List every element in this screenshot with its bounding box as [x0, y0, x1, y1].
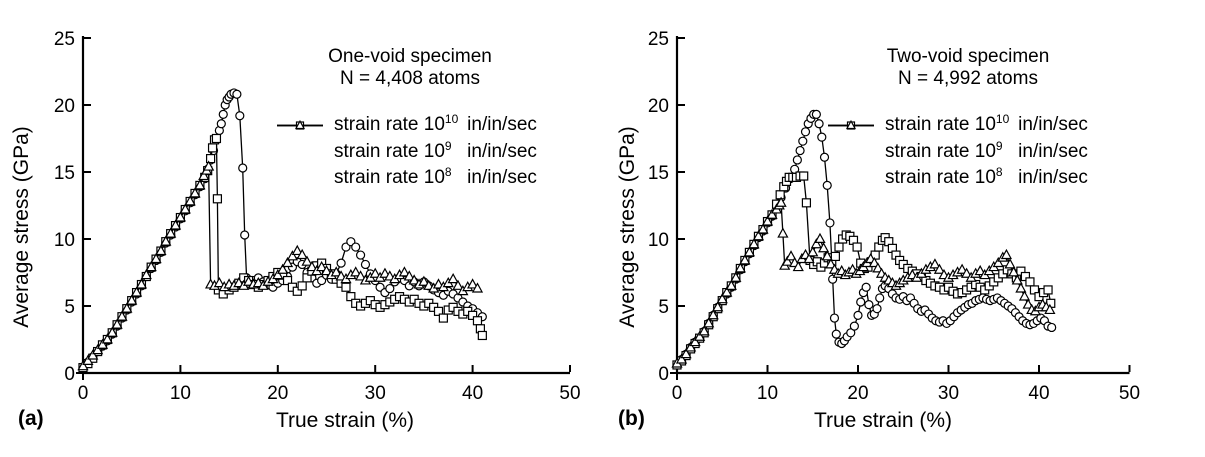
legend-label: strain rate 108 in/in/sec [334, 165, 537, 189]
x-tick-label: 50 [559, 383, 581, 404]
chart-b [600, 0, 1205, 457]
legend-label: strain rate 1010 in/in/sec [334, 112, 537, 136]
panel-label-a: (a) [18, 407, 44, 430]
axes [83, 36, 570, 373]
legend-marker-square-icon [277, 138, 323, 165]
legend-label: strain rate 1010 in/in/sec [885, 112, 1088, 136]
x-tick-label: 30 [937, 383, 960, 404]
legend-item [828, 139, 1088, 166]
x-tick-label: 10 [169, 383, 191, 404]
y-tick-label: 5 [64, 297, 75, 318]
legend-marker-triangle-icon [828, 165, 874, 192]
y-tick-label: 0 [64, 364, 75, 385]
y-tick-label: 5 [658, 297, 669, 318]
legend-marker-triangle-icon [277, 165, 323, 192]
x-tick-label: 50 [1118, 383, 1141, 404]
x-tick-label: 30 [364, 383, 386, 404]
x-tick-label: 0 [671, 383, 683, 404]
x-tick-label: 40 [1028, 383, 1050, 404]
x-axis-title: True strain (%) [813, 409, 953, 432]
x-tick-label: 10 [756, 383, 779, 404]
y-tick-label: 10 [647, 230, 669, 251]
y-tick-label: 25 [647, 29, 669, 50]
legend-label: strain rate 109 in/in/sec [334, 138, 537, 162]
chart-title-line2: N = 4,992 atoms [898, 68, 1038, 89]
legend-item [828, 165, 1088, 192]
y-tick-label: 0 [658, 364, 669, 385]
y-tick-label: 20 [647, 96, 669, 117]
legend-label: strain rate 108 in/in/sec [885, 165, 1088, 189]
x-tick-label: 40 [462, 383, 484, 404]
y-tick-label: 15 [647, 163, 669, 184]
chart-title-line1: Two-void specimen [886, 46, 1050, 67]
y-axis-ticks [54, 29, 91, 385]
y-axis-title: Average stress (GPa) [616, 126, 639, 328]
legend-marker-square-icon [828, 138, 874, 165]
x-axis-ticks [672, 365, 1140, 404]
x-axis-title: True strain (%) [275, 409, 415, 432]
y-tick-label: 20 [53, 96, 75, 117]
y-axis-title: Average stress (GPa) [10, 126, 33, 328]
y-tick-label: 15 [53, 163, 75, 184]
legend [828, 112, 1088, 192]
chart-title-line1: One-void specimen [328, 46, 492, 67]
legend-item [277, 139, 537, 166]
y-tick-label: 25 [53, 29, 75, 50]
series-strain-rate-1e8 [78, 162, 482, 370]
x-tick-label: 20 [847, 383, 869, 404]
legend-item [277, 165, 537, 192]
legend-label: strain rate 109 in/in/sec [885, 138, 1088, 162]
chart-title-line2: N = 4,408 atoms [340, 68, 480, 89]
chart-title [887, 46, 1050, 90]
x-axis-ticks [78, 365, 581, 404]
legend [277, 112, 537, 192]
x-tick-label: 0 [77, 383, 89, 404]
y-axis-ticks [648, 29, 685, 385]
y-tick-label: 10 [53, 230, 75, 251]
chart-title [328, 46, 492, 90]
x-tick-label: 20 [267, 383, 289, 404]
panel-label-b: (b) [618, 407, 645, 430]
